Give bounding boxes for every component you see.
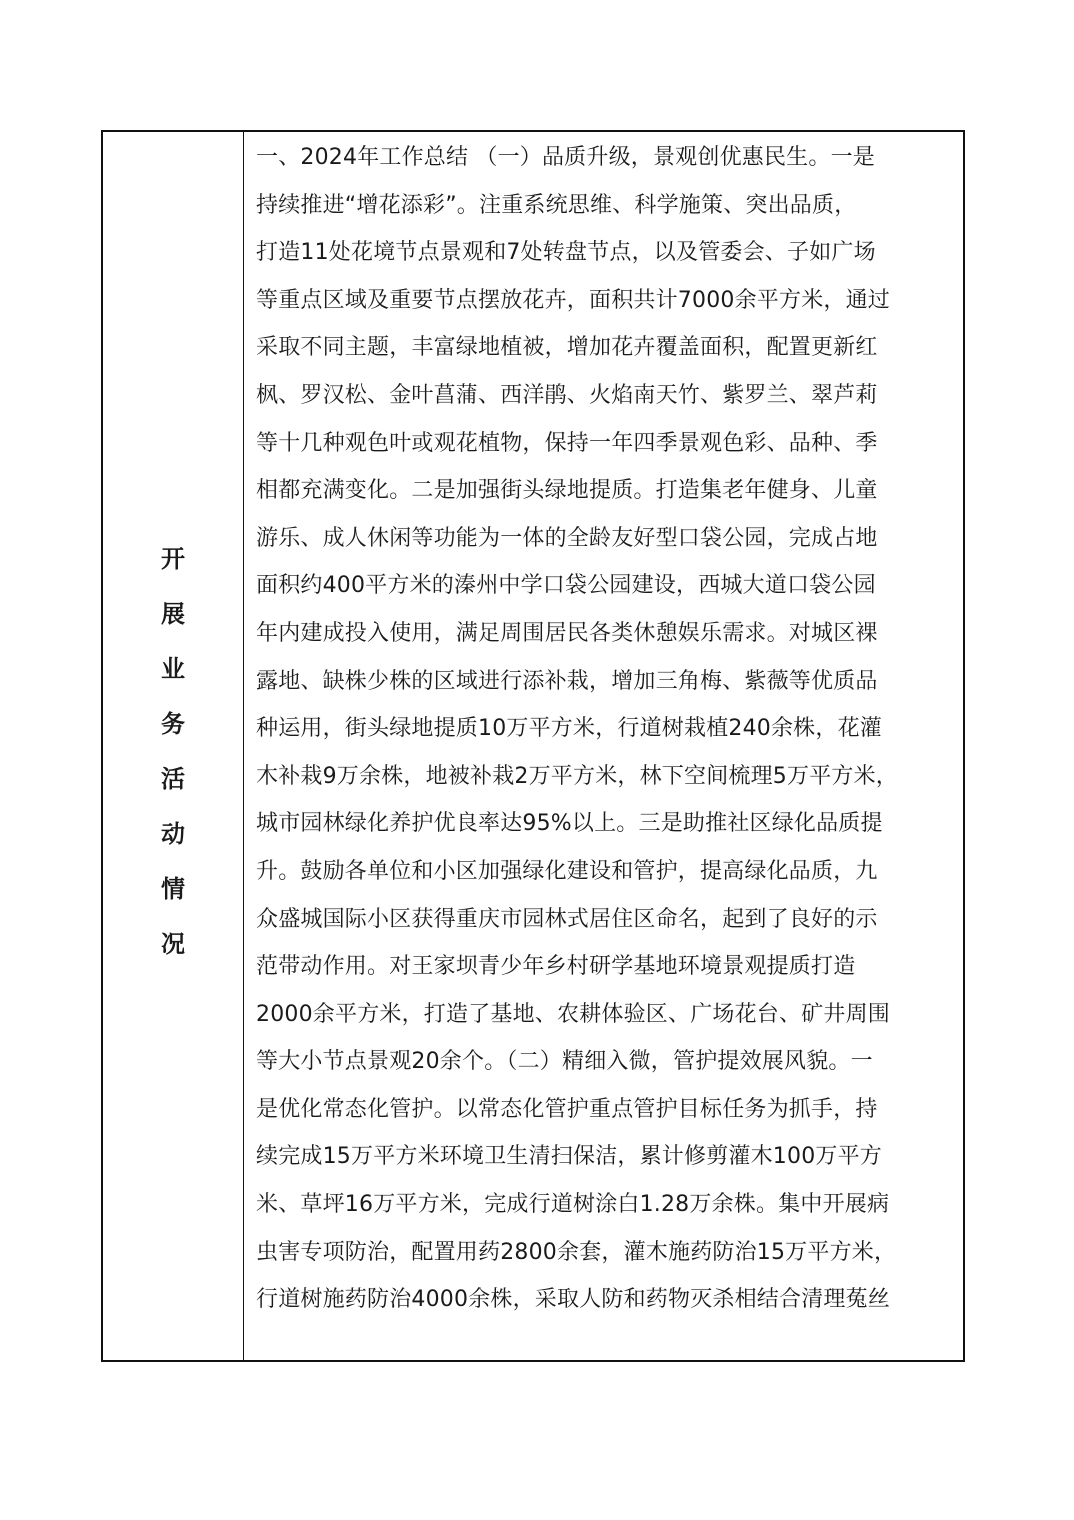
content-line: 相都充满变化。二是加强街头绿地提质。打造集老年健身、儿童 (256, 478, 878, 504)
content-line: 升。鼓励各单位和小区加强绿化建设和管护，提高绿化品质，九 (256, 858, 878, 884)
section-label-char: 活 (161, 765, 185, 793)
content-line: 打造11处花境节点景观和7处转盘节点，以及管委会、子如广场 (256, 240, 876, 266)
section-label-cell (103, 132, 244, 1360)
section-label-char: 务 (161, 710, 185, 738)
content-line: 采取不同主题，丰富绿地植被，增加花卉覆盖面积，配置更新红 (256, 335, 878, 361)
content-line: 木补栽9万余株，地被补栽2万平方米，林下空间梳理5万平方米， (256, 763, 898, 789)
section-label-char: 况 (161, 930, 185, 958)
content-line: 虫害专项防治，配置用药2800余套，灌木施药防治15万平方米， (256, 1239, 897, 1265)
content-line: 枫、罗汉松、金叶菖蒲、西洋鹃、火焰南天竹、紫罗兰、翠芦莉 (256, 382, 878, 408)
content-line: 城市园林绿化养护优良率达95%以上。三是助推社区绿化品质提 (256, 811, 883, 837)
section-label-char: 展 (161, 600, 185, 628)
content-line: 等十几种观色叶或观花植物，保持一年四季景观色彩、品种、季 (256, 430, 878, 456)
content-line: 行道树施药防治4000余株，采取人防和药物灭杀相结合清理菟丝 (256, 1287, 890, 1313)
section-label-char: 业 (161, 655, 185, 683)
section-label-char: 情 (161, 875, 185, 903)
content-cell (244, 132, 963, 1360)
content-line: 种运用，街头绿地提质10万平方米，行道树栽植240余株，花灌 (256, 716, 882, 742)
content-line: 是优化常态化管护。以常态化管护重点管护目标任务为抓手，持 (256, 1096, 878, 1122)
section-label-char: 开 (161, 545, 185, 573)
content-line: 露地、缺株少株的区域进行添补栽，增加三角梅、紫薇等优质品 (256, 668, 878, 694)
content-line: 一、2024年工作总结 （一）品质升级，景观创优惠民生。一是 (256, 145, 875, 170)
content-line: 续完成15万平方米环境卫生清扫保洁，累计修剪灌木100万平方 (256, 1144, 882, 1170)
content-line: 面积约400平方米的溱州中学口袋公园建设，西城大道口袋公园 (256, 573, 876, 599)
content-line: 米、草坪16万平方米，完成行道树涂白1.28万余株。集中开展病 (256, 1192, 890, 1218)
content-line: 等大小节点景观20余个。（二）精细入微，管护提效展风貌。一 (256, 1049, 873, 1075)
content-line: 2000余平方米，打造了基地、农耕体验区、广场花台、矿井周围 (256, 1001, 890, 1027)
section-label-char: 动 (161, 820, 185, 848)
content-line: 游乐、成人休闲等功能为一体的全龄友好型口袋公园，完成占地 (256, 525, 878, 551)
content-line: 持续推进“增花添彩”。注重系统思维、科学施策、突出品质， (256, 192, 857, 218)
content-line: 年内建成投入使用，满足周围居民各类休憩娱乐需求。对城区裸 (256, 620, 878, 646)
report-table (101, 130, 965, 1362)
content-line: 范带动作用。对王家坝青少年乡村研学基地环境景观提质打造 (256, 954, 856, 980)
content-line: 众盛城国际小区获得重庆市园林式居住区命名，起到了良好的示 (256, 906, 878, 932)
content-line: 等重点区域及重要节点摆放花卉，面积共计7000余平方米，通过 (256, 287, 890, 313)
